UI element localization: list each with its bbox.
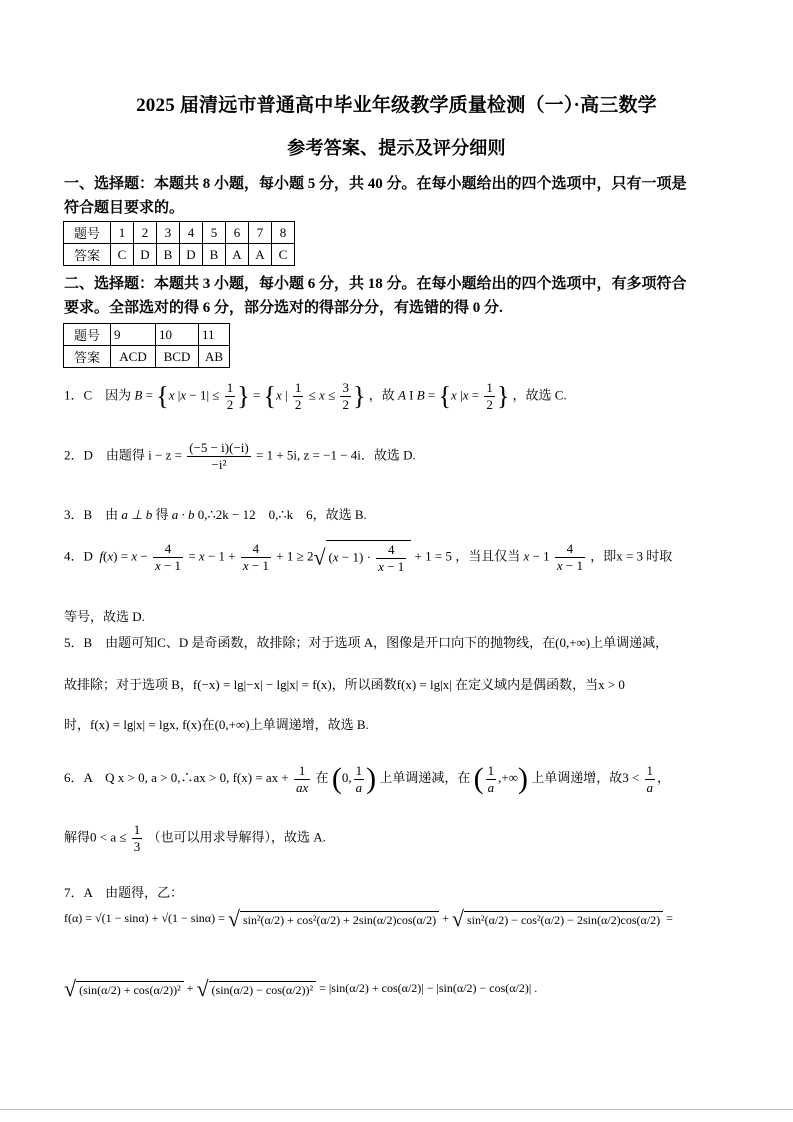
solution-7-lead: 7．A 由题得，乙：: [64, 885, 184, 900]
table-row: [64, 346, 230, 368]
solution-7-eq: =: [666, 910, 673, 925]
table-cell: 8: [272, 222, 295, 244]
table-cell: 1: [111, 222, 134, 244]
solution-6-line2: 解得0 < a ≤ $\frac{1}{3}$ （也可以用求导解得），故选 A.: [64, 822, 326, 854]
page-title: 2025 届清远市普通高中毕业年级教学质量检测（一）·高三数学: [136, 95, 657, 116]
solution-7-square2: (sin(α/2) − cos(α/2))²: [209, 981, 317, 998]
table-cell: C: [111, 244, 134, 266]
solution-4-cond2: ，即x = 3 时取: [590, 548, 673, 564]
solution-6-l2b: （也可以用求导解得），故选 A.: [147, 829, 326, 845]
section2-answer-table: [63, 323, 230, 368]
section2-line1: 二、选择题：本题共 3 小题，每小题 6 分，共 18 分。在每小题给出的四个选项中，有多项符合: [64, 276, 687, 292]
solution-2-num: (−5 − i)(−i): [189, 440, 249, 455]
table-row: [64, 244, 295, 266]
solution-6-t3: 上单调递增，故3 <: [531, 769, 640, 785]
table-cell: 4: [180, 222, 203, 244]
section1-line1: 一、选择题：本题共 8 小题，每小题 5 分，共 40 分。在每小题给出的四个选项中，只有一项是: [64, 176, 687, 192]
solution-7-abs: = |sin(α/2) + cos(α/2)| − |sin(α/2) − cos(α/2)| .: [319, 980, 538, 995]
table-cell: A: [249, 244, 272, 266]
section1-heading: [64, 172, 744, 220]
table-cell: 7: [249, 222, 272, 244]
solution-5-line1: 5．B 由题可知C、D 是奇函数，故排除；对于选项 A，图像是开口向下的抛物线，在(0,+∞)上单调递减，: [64, 635, 669, 650]
solution-7-line1: f(α) = √(1 − sinα) + √(1 − sinα) = √ sin²(α/2) + cos²(α/2) + 2sin(α/2)cos(α/2) + √ sin²(α/2) − cos²(α/2) − 2sin(α/2)cos(α/2) =: [64, 906, 673, 931]
page-bottom-rule: [0, 1109, 793, 1110]
solution-1-mid: ，故: [368, 387, 395, 403]
table-cell: 答案: [64, 244, 111, 266]
solution-1-tail: ，故选 C.: [512, 387, 567, 403]
solution-1: 1．C 因为 B = {x |x − 1| ≤ $\frac{1}{2}$ } = {x | $\frac{1}{2}$ ≤ x ≤ $\frac{3}{2}$ } ，故 A I B = {x |x = $\frac{1}{2}$ } ，故选 C.: [64, 380, 567, 412]
solution-7-root1: sin²(α/2) + cos²(α/2) + 2sin(α/2)cos(α/2): [240, 911, 439, 928]
table-cell: 题号: [64, 222, 111, 244]
solution-7-f: f(α) = √(1 − sinα) + √(1 − sinα) =: [64, 910, 225, 925]
solution-4-continued: 等号，故选 D.: [64, 609, 145, 624]
solution-2-den: −i²: [211, 457, 227, 472]
table-cell: B: [203, 244, 226, 266]
solution-2-rest: = 1 + 5i, z = −1 − 4i．故选 D.: [255, 447, 416, 463]
solution-6-t1: 在: [315, 769, 329, 785]
solution-3: [64, 504, 367, 523]
solution-4: 4．D f(x) = x − $\frac{4}{x - 1}$ = x − 1 + $\frac{4}{x - 1}$ + 1 ≥ 2√ (x − 1) · $\frac{4}{x - 1}$ + 1 = 5 ，当且仅当 x − 1 $\frac{4}{x - 1}$ ，即x = 3 时取: [64, 541, 673, 574]
table-cell: A: [226, 244, 249, 266]
solution-1-lead: 1．C 因为: [64, 387, 132, 403]
section1-answer-table: [63, 221, 295, 266]
solution-3-perp: a ⊥ b: [121, 507, 153, 522]
solution-6-lead: 6．A Q x > 0, a > 0,∴ax > 0, f(x) = ax +: [64, 769, 289, 785]
solution-4-cond: ，当且仅当: [455, 548, 521, 564]
table-cell: 6: [226, 222, 249, 244]
table-cell: D: [180, 244, 203, 266]
solution-5-line3: 时，f(x) = lg|x| = lgx, f(x)在(0,+∞)上单调递增，故选 B.: [64, 717, 369, 732]
table-cell: 9: [111, 324, 156, 346]
table-cell: 答案: [64, 346, 111, 368]
solution-6-t2: 上单调递减，在: [379, 769, 471, 785]
solution-4-lead: 4．D: [64, 548, 93, 564]
table-cell: 3: [157, 222, 180, 244]
solution-7-square1: (sin(α/2) + cos(α/2))²: [76, 981, 184, 998]
solution-7-root2: sin²(α/2) − cos²(α/2) − 2sin(α/2)cos(α/2): [464, 911, 663, 928]
page-subtitle: 参考答案、提示及评分细则: [287, 138, 506, 158]
table-cell: BCD: [156, 346, 199, 368]
table-cell: 2: [134, 222, 157, 244]
section2-line2: 要求。全部选对的得 6 分，部分选对的得部分分，有选错的得 0 分.: [64, 300, 503, 316]
section2-heading: [64, 272, 744, 320]
table-cell: B: [157, 244, 180, 266]
solution-6: 6．A Q x > 0, a > 0,∴ax > 0, f(x) = ax + $\frac{1}{ax}$ 在 (0, $\frac{1}{a}$ ) 上单调递减，在 ( $\frac{1}{a}$ ,+∞) 上单调递增，故3 < $\frac{1}{a}$ ，: [64, 762, 671, 795]
solution-6-l2a: 解得0 < a ≤: [64, 829, 127, 845]
table-row: [64, 324, 230, 346]
solution-3-lead: 3．B 由: [64, 507, 119, 522]
table-cell: D: [134, 244, 157, 266]
table-cell: 11: [199, 324, 230, 346]
solution-7-line2: √ (sin(α/2) + cos(α/2))² + √ (sin(α/2) − cos(α/2))² = |sin(α/2) + cos(α/2)| − |sin(α/2) − cos(α/2)| .: [64, 976, 538, 1001]
table-cell: ACD: [111, 346, 156, 368]
section1-line2: 符合题目要求的。: [64, 200, 185, 216]
solution-2-lead: 2．D 由题得 i − z =: [64, 447, 182, 463]
table-cell: 题号: [64, 324, 111, 346]
solution-2: [64, 440, 416, 473]
table-cell: 5: [203, 222, 226, 244]
solution-3-rest: 0,∴2k − 12 0,∴k 6，故选 B.: [197, 507, 367, 522]
table-row: [64, 222, 295, 244]
table-cell: 10: [156, 324, 199, 346]
solution-3-get: 得: [155, 507, 169, 522]
solution-3-dot: a · b: [171, 507, 195, 522]
table-cell: C: [272, 244, 295, 266]
solution-5-line2: 故排除；对于选项 B，f(−x) = lg|−x| − lg|x| = f(x)，所以函数f(x) = lg|x| 在定义域内是偶函数，当x > 0: [64, 677, 625, 692]
table-cell: AB: [199, 346, 230, 368]
